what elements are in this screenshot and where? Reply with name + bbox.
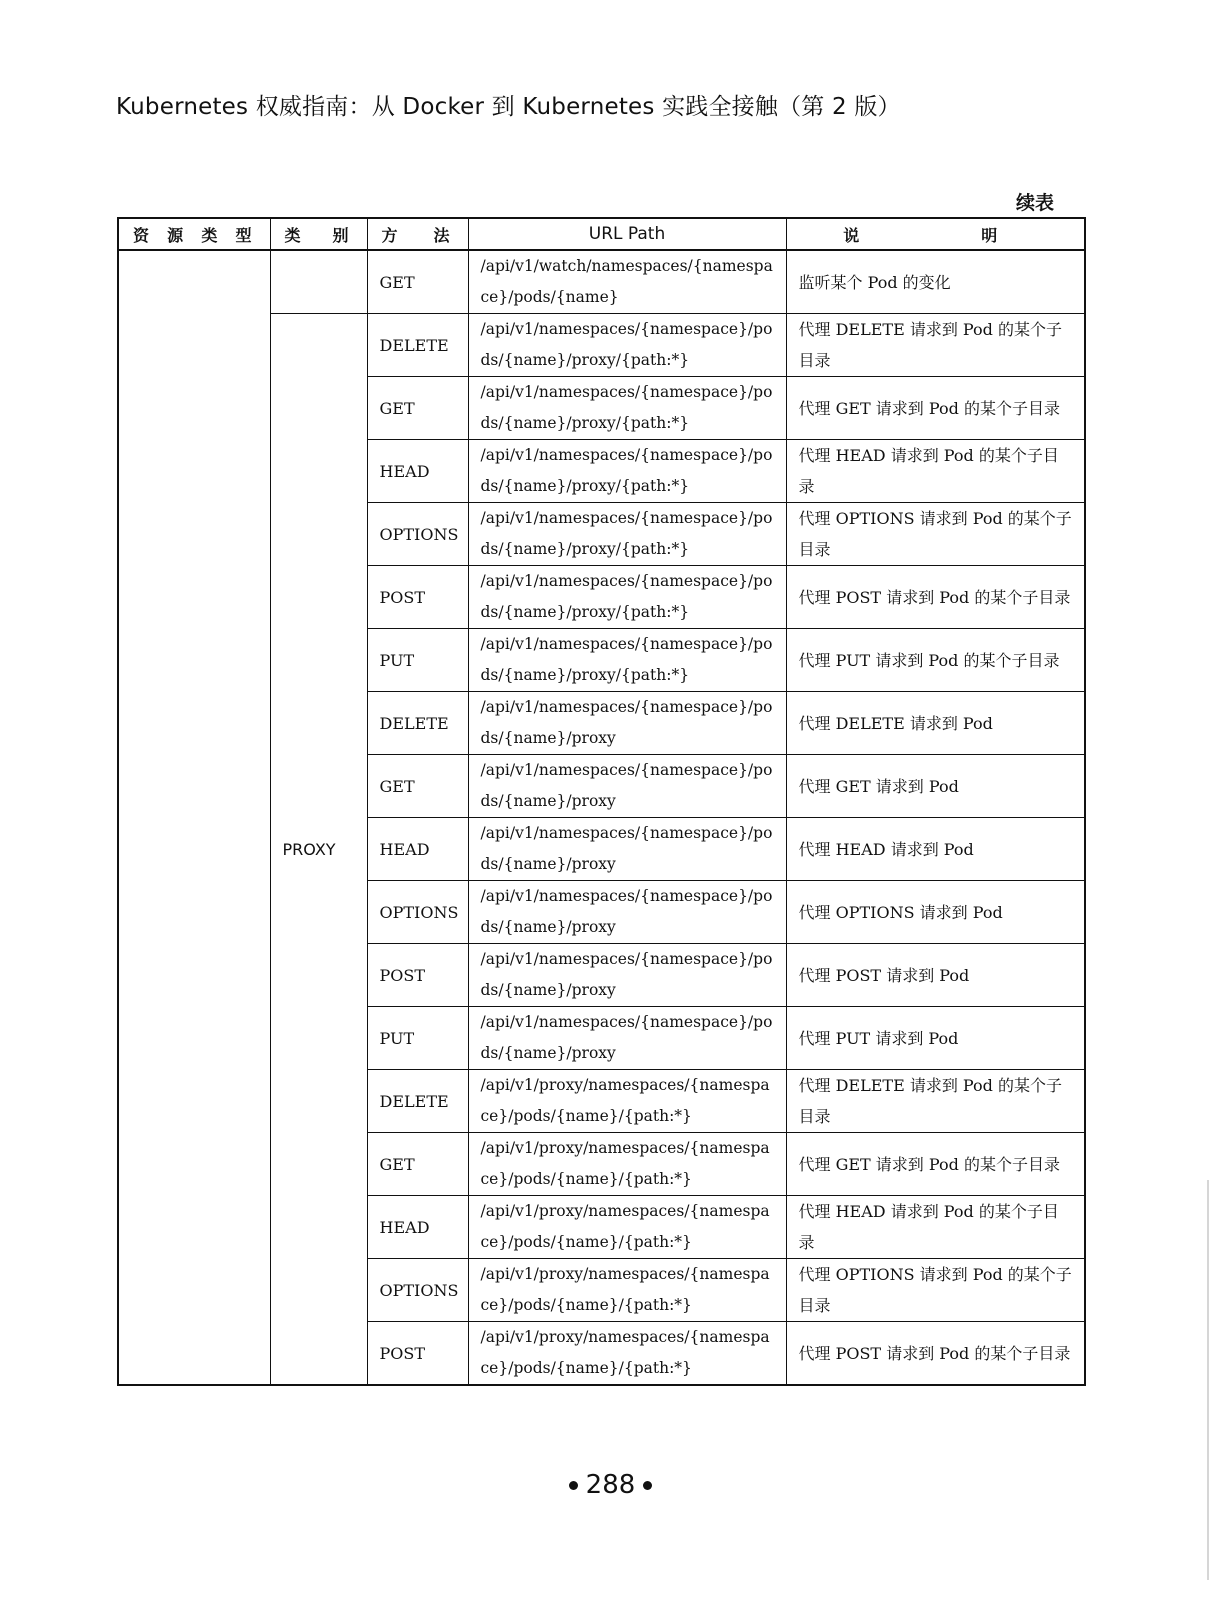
method-cell: DELETE: [367, 314, 468, 377]
table-row: [118, 250, 1085, 314]
bullet-left-icon: [569, 1481, 578, 1490]
method-cell: GET: [367, 377, 468, 440]
url-path-cell: /api/v1/watch/namespaces/{namespace}/pods/{name}: [468, 250, 786, 314]
url-path-cell: /api/v1/namespaces/{namespace}/pods/{name}/proxy: [468, 944, 786, 1007]
url-path-cell: /api/v1/proxy/namespaces/{namespace}/pods/{name}/{path:*}: [468, 1196, 786, 1259]
method-cell: OPTIONS: [367, 881, 468, 944]
url-path-cell: /api/v1/namespaces/{namespace}/pods/{name}/proxy/{path:*}: [468, 566, 786, 629]
url-path-cell: /api/v1/namespaces/{namespace}/pods/{name}/proxy: [468, 818, 786, 881]
continued-table-label: 续表: [1016, 192, 1055, 214]
description-cell: 代理 POST 请求到 Pod: [786, 944, 1085, 1007]
column-header-resource-type: 资源类型: [118, 218, 270, 250]
description-cell: 代理 POST 请求到 Pod 的某个子目录: [786, 1322, 1085, 1386]
scan-edge-line: [1207, 1180, 1209, 1580]
description-cell: 代理 POST 请求到 Pod 的某个子目录: [786, 566, 1085, 629]
method-cell: DELETE: [367, 1070, 468, 1133]
url-path-cell: /api/v1/proxy/namespaces/{namespace}/pods/{name}/{path:*}: [468, 1070, 786, 1133]
description-cell: 代理 HEAD 请求到 Pod: [786, 818, 1085, 881]
description-cell: 代理 DELETE 请求到 Pod 的某个子目录: [786, 314, 1085, 377]
url-path-cell: /api/v1/namespaces/{namespace}/pods/{name}/proxy: [468, 692, 786, 755]
column-header-description: 说 明: [786, 218, 1085, 250]
column-header-method: 方 法: [367, 218, 468, 250]
url-path-cell: /api/v1/namespaces/{namespace}/pods/{name}/proxy/{path:*}: [468, 377, 786, 440]
method-cell: PUT: [367, 629, 468, 692]
description-cell: 代理 GET 请求到 Pod: [786, 755, 1085, 818]
url-path-cell: /api/v1/namespaces/{namespace}/pods/{name}/proxy: [468, 881, 786, 944]
method-cell: POST: [367, 1322, 468, 1386]
method-cell: HEAD: [367, 440, 468, 503]
url-path-cell: /api/v1/namespaces/{namespace}/pods/{name}/proxy: [468, 1007, 786, 1070]
description-cell: 监听某个 Pod 的变化: [786, 250, 1085, 314]
description-cell: 代理 DELETE 请求到 Pod 的某个子目录: [786, 1070, 1085, 1133]
table-header-row: [118, 218, 1085, 250]
url-path-cell: /api/v1/proxy/namespaces/{namespace}/pods/{name}/{path:*}: [468, 1133, 786, 1196]
method-cell: GET: [367, 755, 468, 818]
method-cell: OPTIONS: [367, 1259, 468, 1322]
column-header-category: 类 别: [270, 218, 367, 250]
api-table: [117, 217, 1086, 1386]
url-path-cell: /api/v1/namespaces/{namespace}/pods/{name}/proxy/{path:*}: [468, 503, 786, 566]
url-path-cell: /api/v1/namespaces/{namespace}/pods/{name}/proxy/{path:*}: [468, 629, 786, 692]
description-cell: 代理 DELETE 请求到 Pod: [786, 692, 1085, 755]
page-number-value: 288: [585, 1470, 636, 1500]
method-cell: POST: [367, 944, 468, 1007]
url-path-cell: /api/v1/namespaces/{namespace}/pods/{name}/proxy/{path:*}: [468, 440, 786, 503]
method-cell: GET: [367, 1133, 468, 1196]
method-cell: GET: [367, 250, 468, 314]
description-cell: 代理 HEAD 请求到 Pod 的某个子目录: [786, 1196, 1085, 1259]
description-cell: 代理 PUT 请求到 Pod 的某个子目录: [786, 629, 1085, 692]
method-cell: PUT: [367, 1007, 468, 1070]
method-cell: HEAD: [367, 1196, 468, 1259]
description-cell: 代理 OPTIONS 请求到 Pod: [786, 881, 1085, 944]
page-number: [0, 1470, 1221, 1500]
url-path-cell: /api/v1/namespaces/{namespace}/pods/{name}/proxy: [468, 755, 786, 818]
resource-type-cell: [118, 250, 270, 1385]
column-header-url-path: URL Path: [468, 218, 786, 250]
table-body: [118, 250, 1085, 1385]
category-cell: PROXY: [270, 314, 367, 1386]
bullet-right-icon: [643, 1481, 652, 1490]
method-cell: HEAD: [367, 818, 468, 881]
description-cell: 代理 HEAD 请求到 Pod 的某个子目录: [786, 440, 1085, 503]
method-cell: DELETE: [367, 692, 468, 755]
method-cell: OPTIONS: [367, 503, 468, 566]
description-cell: 代理 OPTIONS 请求到 Pod 的某个子目录: [786, 503, 1085, 566]
method-cell: POST: [367, 566, 468, 629]
description-cell: 代理 PUT 请求到 Pod: [786, 1007, 1085, 1070]
description-cell: 代理 GET 请求到 Pod 的某个子目录: [786, 377, 1085, 440]
url-path-cell: /api/v1/namespaces/{namespace}/pods/{name}/proxy/{path:*}: [468, 314, 786, 377]
description-cell: 代理 GET 请求到 Pod 的某个子目录: [786, 1133, 1085, 1196]
running-header: Kubernetes 权威指南：从 Docker 到 Kubernetes 实践全接触（第 2 版）: [116, 94, 901, 120]
description-cell: 代理 OPTIONS 请求到 Pod 的某个子目录: [786, 1259, 1085, 1322]
url-path-cell: /api/v1/proxy/namespaces/{namespace}/pods/{name}/{path:*}: [468, 1322, 786, 1386]
url-path-cell: /api/v1/proxy/namespaces/{namespace}/pods/{name}/{path:*}: [468, 1259, 786, 1322]
category-cell: [270, 250, 367, 314]
